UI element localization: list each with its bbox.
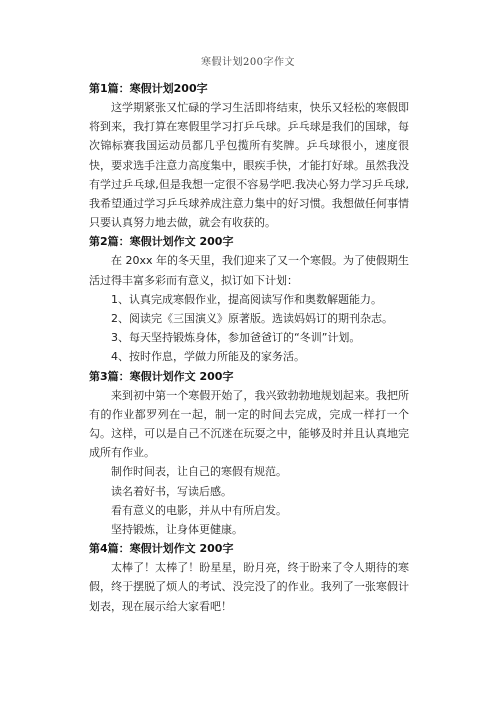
section-heading: 第3篇：寒假计划作文 200字 — [89, 369, 234, 383]
plan-item: 2、阅读完《三国演义》原著版。选读妈妈订的期刊杂志。 — [111, 312, 393, 326]
plan-item: 读名着好书，写读后感。 — [111, 484, 232, 498]
section-heading: 第4篇：寒假计划作文 200字 — [89, 542, 234, 556]
section-paragraph: 这学期紧张又忙碌的学习生活即将结束，快乐又轻松的寒假即将到来，我打算在寒假里学习打乒乓球。乒乓球是我们的国球，每次锦标赛我国运动员都几乎包揽所有奖牌。乒乓球很小，速度很快，要求选手注意力高度集中，眼疾手快，才能打好球。虽然我没有学过乒乓球,但是我想一定很不容易学吧.我决心努力学习乒乓球,我希望通过学习乒乓球养成注意力集中的好习惯。我想做任何事情只要认真努力地去做，就会有收获的。 — [89, 101, 409, 230]
section-paragraph: 在 20xx 年的冬天里，我们迎来了又一个寒假。为了使假期生活过得丰富多彩而有意义，拟订如下计划： — [89, 254, 410, 287]
section-paragraph: 来到初中第一个寒假开始了，我兴致勃勃地规划起来。我把所有的作业都罗列在一起，制一定的时间去完成，完成一样打一个勾。这样，可以是自己不沉迷在玩耍之中，能够及时并且认真地完成所有作业。 — [89, 388, 409, 460]
plan-item: 3、每天坚持锻炼身体，参加爸爸订的“冬训”计划。 — [111, 331, 361, 345]
section-1 — [89, 79, 409, 232]
section-4 — [89, 539, 409, 616]
section-paragraph: 太棒了！太棒了！盼星星，盼月亮，终于盼来了令人期待的寒假，终于摆脱了烦人的考试、没完没了的作业。我列了一张寒假计划表，现在展示给大家看吧！ — [89, 561, 409, 613]
section-heading: 第2篇：寒假计划作文 200字 — [89, 235, 234, 249]
document-title: 寒假计划200字作文 — [200, 57, 296, 68]
plan-item: 1、认真完成寒假作业，提高阅读写作和奥数解题能力。 — [111, 292, 382, 306]
section-2 — [89, 232, 409, 366]
plan-item: 看有意义的电影，并从中有所启发。 — [111, 503, 287, 517]
plan-item: 4、按时作息，学做力所能及的家务活。 — [111, 350, 305, 364]
document-body — [89, 79, 409, 616]
plan-item: 制作时间表，让自己的寒假有规范。 — [111, 465, 287, 479]
section-heading: 第1篇：寒假计划200字 — [89, 82, 208, 95]
plan-item: 坚持锻炼，让身体更健康。 — [111, 523, 243, 537]
section-3 — [89, 367, 409, 540]
